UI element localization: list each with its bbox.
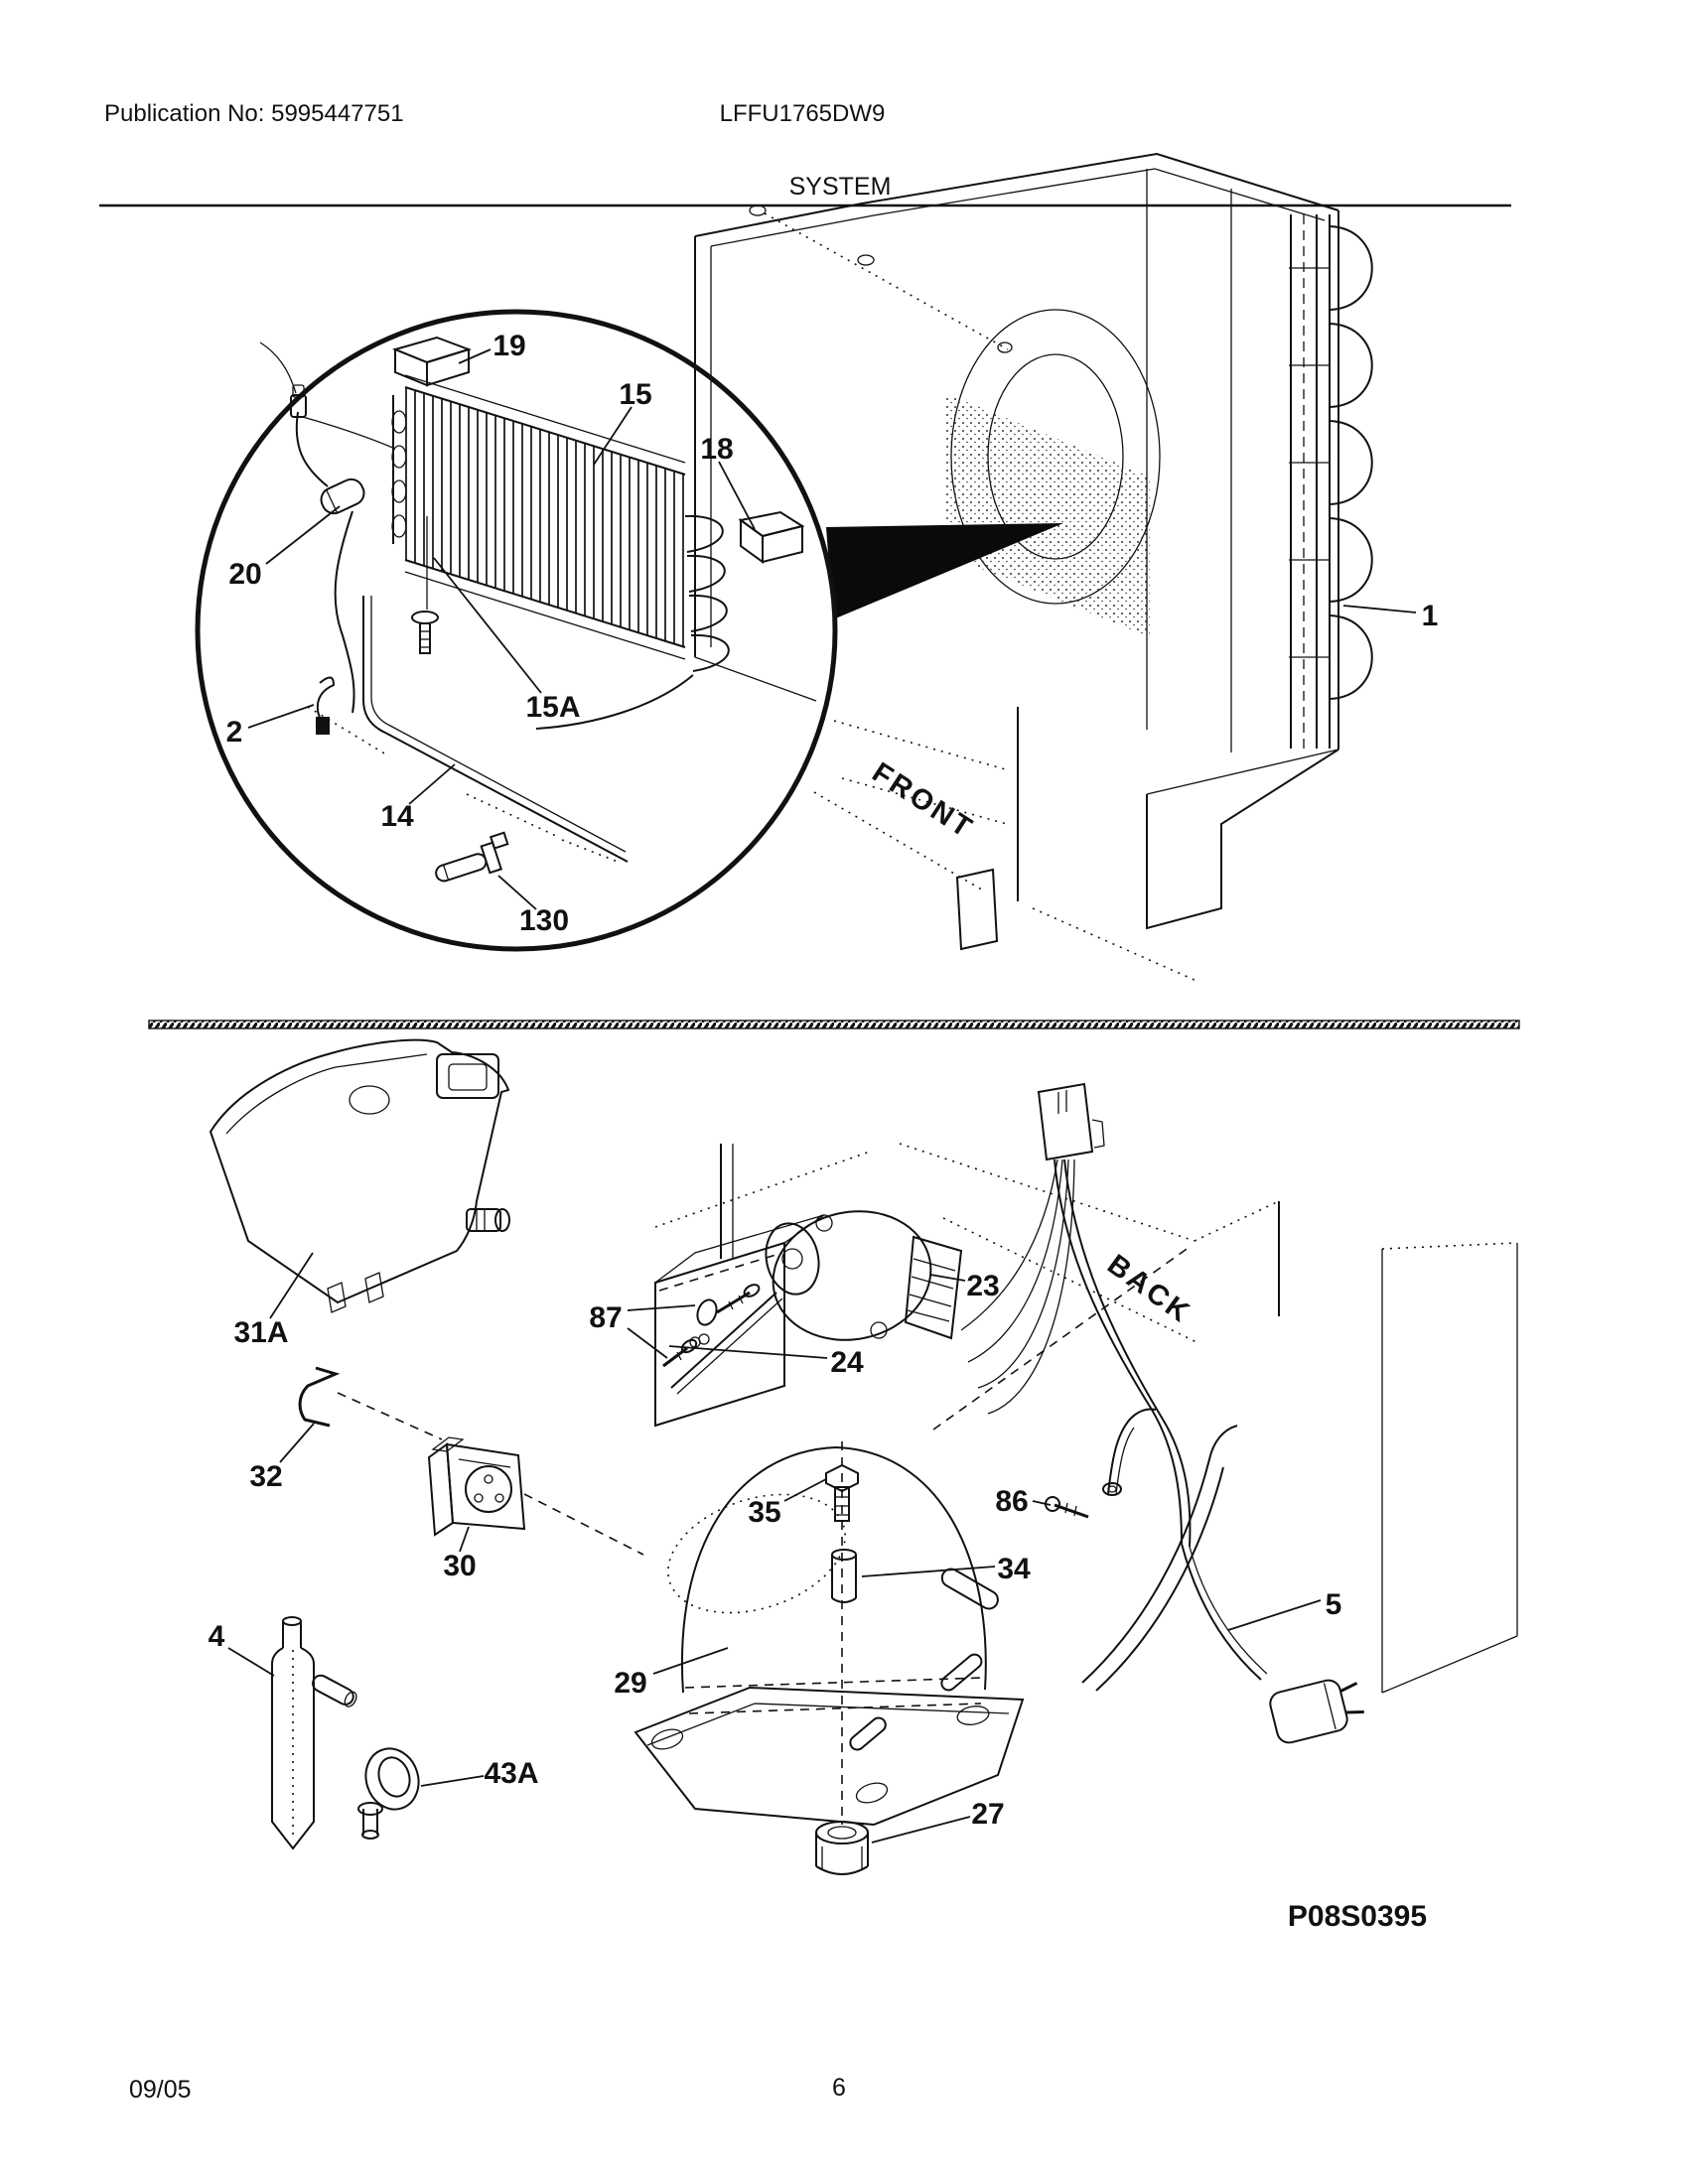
footer-date: 09/05 [129, 2076, 192, 2104]
callout-87: 87 [589, 1301, 623, 1334]
leader-line [669, 1346, 827, 1358]
lower-callouts [209, 1253, 1342, 1843]
leader-line [719, 462, 755, 529]
callout-15: 15 [619, 378, 652, 411]
leader-line [628, 1305, 695, 1310]
filter-dryer [272, 1617, 358, 1848]
drain-pan [211, 1040, 509, 1312]
freezer-cabinet [695, 154, 1372, 981]
back-label: BACK [1101, 1248, 1197, 1330]
leader-line [409, 764, 455, 804]
fan-bracket [655, 1215, 824, 1426]
relay-overload [429, 1437, 643, 1555]
callout-86: 86 [995, 1485, 1029, 1518]
callout-20: 20 [228, 558, 262, 591]
leader-line [460, 1527, 469, 1552]
leader-line [930, 1275, 965, 1281]
defrost-thermostat [395, 338, 469, 385]
cord-screw [1046, 1410, 1156, 1518]
callout-19: 19 [492, 330, 526, 362]
leader-line [1343, 606, 1416, 613]
wire-clip [300, 1368, 442, 1439]
leader-line [228, 1648, 274, 1676]
callout-30: 30 [443, 1550, 477, 1582]
lower-cabinet-outline [655, 1144, 1517, 1693]
leader-line [270, 1253, 313, 1318]
tube-clip [316, 677, 334, 735]
callout-43a: 43A [484, 1757, 539, 1790]
callout-14: 14 [380, 800, 414, 833]
callout-15a: 15A [525, 691, 581, 724]
page-number: 6 [832, 2074, 846, 2102]
callout-31a: 31A [233, 1316, 289, 1349]
cabinet-foot [957, 870, 997, 949]
callout-27: 27 [971, 1798, 1005, 1831]
heater-bolt [430, 833, 514, 888]
callout-2: 2 [225, 716, 243, 749]
callout-32: 32 [249, 1460, 283, 1493]
callout-130: 130 [518, 904, 570, 937]
callout-18: 18 [700, 433, 734, 466]
plate-code: P08S0395 [1287, 1900, 1428, 1933]
leader-line [653, 1648, 728, 1674]
callout-24: 24 [830, 1346, 864, 1379]
leader-line [1033, 1501, 1051, 1505]
shaded-panel [945, 393, 1150, 637]
model-number: LFFU1765DW9 [719, 100, 886, 127]
fan-motor [671, 1197, 961, 1394]
callout-29: 29 [614, 1667, 647, 1700]
leader-line [628, 1328, 667, 1358]
mounting-pin [832, 1550, 856, 1602]
callout-34: 34 [997, 1553, 1031, 1585]
compressor [635, 1247, 1190, 1825]
callout-23: 23 [966, 1270, 1000, 1302]
temperature-sensor [260, 342, 395, 713]
callout-1: 1 [1421, 600, 1439, 632]
leader-line [1228, 1600, 1321, 1630]
leader-line [248, 705, 314, 728]
leader-line [266, 506, 340, 564]
callout-4: 4 [208, 1620, 225, 1653]
publication-number: Publication No: 5995447751 [104, 100, 404, 127]
power-plug [1268, 1674, 1367, 1745]
tube-clamp [358, 1741, 427, 1839]
discharge-tubes [1082, 1426, 1237, 1691]
leader-line [421, 1776, 484, 1786]
leader-line [784, 1479, 826, 1501]
section-divider [149, 1021, 1519, 1028]
callout-5: 5 [1325, 1588, 1342, 1621]
callout-35: 35 [748, 1496, 781, 1529]
bracket-screws [663, 1283, 761, 1366]
section-title: SYSTEM [788, 173, 892, 201]
compressor-grommet [816, 1822, 868, 1874]
condenser-coil [1289, 214, 1372, 749]
front-label: FRONT [866, 756, 980, 846]
leader-line [280, 1424, 314, 1462]
evaporator-detail-circle [198, 312, 835, 949]
evaporator-coil [392, 375, 729, 729]
